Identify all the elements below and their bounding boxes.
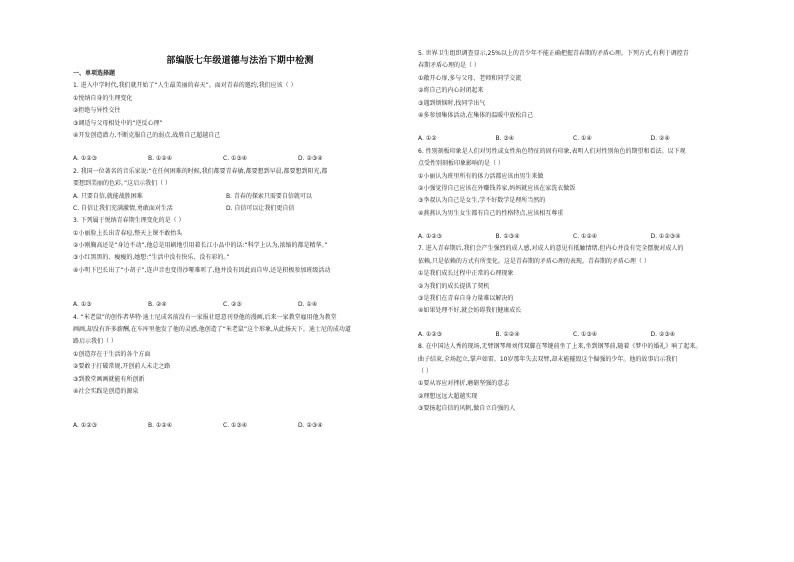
statement-item: ②将自己的内心封闭起来 bbox=[418, 87, 484, 95]
question-stem: 2. 我国一位著名的音乐家说:“在任何困难的时候,我们都要青春敏,都要想到早晨,都要想到阳光,都 bbox=[73, 167, 328, 175]
option-c[interactable]: C. ①③④ bbox=[223, 422, 248, 430]
option-a[interactable]: A. ①②③ bbox=[418, 233, 442, 241]
option-d[interactable]: D. ②④ bbox=[650, 135, 670, 143]
answer-options bbox=[73, 205, 373, 213]
answer-options bbox=[73, 301, 373, 309]
statement-item: ③到教堂画画就能有所创新 bbox=[73, 375, 145, 383]
statement-item: ②理想远远大超越实现 bbox=[418, 392, 478, 400]
question-4 bbox=[73, 314, 373, 431]
statement-item: ③遇到烦恼时,找同学出气 bbox=[418, 99, 486, 107]
option-d[interactable]: D. 自信可以让我们更自信 bbox=[225, 204, 295, 212]
answer-options bbox=[73, 422, 373, 430]
question-stem: 1. 进入中学时代,我们就开始了“人生最美丽的春天”。面对青春的邀约,我们应该（ ） bbox=[73, 82, 297, 90]
question-stem: 4. “米老鼠”的创作者华特·迪士尼成名前没有一家报社愿意刊登他的漫画,后来一家教堂雇用他为教堂 bbox=[73, 313, 337, 321]
answer-options bbox=[73, 193, 373, 201]
statement-item: ③调适与父母相处中的“逆反心理” bbox=[73, 119, 163, 127]
statement-item: ①要从容应对挫折,磨砺坚强的意志 bbox=[418, 380, 510, 388]
option-b[interactable]: B. ①③④ bbox=[495, 233, 520, 241]
question-stem-cont: 要想到美丽的色彩。”这启示我们（ ） bbox=[73, 180, 172, 188]
statement-item: ④小明下巴长出了“小胡子”,连声音也变得沙哑难听了,他并没有因此而自卑,还是积极参加班级活动 bbox=[73, 266, 331, 274]
question-stem-cont: 曲子结束,全场起立,掌声如雷。10岁那年失去双臂,却未能摧毁这个倔强的少年。他的故事启示我们 bbox=[418, 355, 678, 363]
left-column bbox=[73, 70, 373, 435]
statement-item: ③小红黑黑的、瘦瘦的,她想:“生活中没有快乐、没有彩的。” bbox=[73, 254, 230, 262]
question-stem: 5. 世界卫生组织调查显示,25%以上的青少年不能正确把握青春期的矛盾心理。下列方式,有利于调控青 bbox=[418, 50, 689, 57]
option-c[interactable]: C. ①③④ bbox=[223, 155, 248, 163]
answer-options bbox=[418, 135, 728, 143]
statement-item: ③李叔认为自己是女生,学不好数学是理所当然的 bbox=[418, 197, 546, 205]
statement-item: ④社会实践是创造的源泉 bbox=[73, 387, 139, 395]
option-b[interactable]: B. ②④ bbox=[148, 301, 167, 309]
option-c[interactable]: C. 自信让我们充满激情,勇敢面对生活 bbox=[73, 204, 173, 212]
option-b[interactable]: B. ①②④ bbox=[495, 330, 520, 338]
question-stem-cont: 路启示我们（ ） bbox=[73, 338, 117, 346]
statement-item: ④开发创造潜力,不断克服自己的弱点,战胜自己超越自己 bbox=[73, 131, 221, 139]
option-a[interactable]: A. ①②③ bbox=[418, 330, 442, 338]
option-d[interactable]: D. ②③④ bbox=[298, 155, 323, 163]
statement-item: ①悦纳自身的生理变化 bbox=[73, 94, 133, 102]
statement-item: ③是我们在青春自身力量难以解决的 bbox=[418, 295, 514, 303]
question-1 bbox=[73, 82, 373, 163]
statement-item: ②小强觉得自己应该在外赚钱养家,妈妈就应该在家洗衣做饭 bbox=[418, 184, 576, 192]
answer-options bbox=[418, 233, 728, 241]
option-a[interactable]: A. ①②③ bbox=[73, 155, 97, 163]
option-b[interactable]: B. ③④ bbox=[495, 135, 515, 143]
section-heading: 一、单项选择题 bbox=[73, 70, 116, 77]
option-a[interactable]: A. ①③ bbox=[73, 301, 92, 309]
question-stem: 3. 下列属于悦纳青春期生理变化的是（ ） bbox=[73, 217, 185, 225]
statement-item: ②为我们的成长提供了契机 bbox=[418, 282, 490, 290]
question-stem-cont: 春期矛盾心理的是（ ） bbox=[418, 62, 480, 70]
option-b[interactable]: B. ①②④ bbox=[148, 422, 173, 430]
question-stem-cont: 画画,却没有许多薪酬,在车库里他发了他的灵感,他创造了“米老鼠”这个形象,从此扬天下。迪士尼的成功道 bbox=[73, 326, 351, 334]
question-6 bbox=[418, 148, 728, 241]
option-d[interactable]: D. ①④ bbox=[298, 301, 318, 309]
statement-item: ④燕燕认为男生女生都有自己的性格特点,应该相互尊重 bbox=[418, 209, 564, 217]
option-c[interactable]: C. ②③ bbox=[223, 301, 242, 309]
option-d[interactable]: D. ②③④ bbox=[298, 422, 323, 430]
option-b[interactable]: B. 青春的探索只需要自信就可以 bbox=[225, 192, 312, 200]
question-2 bbox=[73, 168, 373, 213]
option-c[interactable]: C. ①②④ bbox=[573, 233, 598, 241]
statement-item: ①创造存在于生活的各个方面 bbox=[73, 350, 151, 358]
option-c[interactable]: C. ①③④ bbox=[573, 330, 598, 338]
page-title: 部编版七年级道德与法治下期中检测 bbox=[166, 56, 314, 66]
statement-item: ①小丽认为班里所有的体力活都应该由男生来做 bbox=[418, 172, 544, 180]
option-c[interactable]: C. ①④ bbox=[573, 135, 592, 143]
question-3 bbox=[73, 217, 373, 309]
statement-item: ①小丽脸上长出青春痘,整天上课不敢抬头 bbox=[73, 229, 183, 237]
option-a[interactable]: A. 只要自信,就能战胜困难 bbox=[73, 192, 143, 200]
question-stem-cont: 点受性别刻板印象影响的是（ ） bbox=[418, 160, 504, 168]
question-stem: 8. 在中国达人秀的现场,无臂钢琴师刘伟双脚在琴键前坐了上来,坐到钢琴前,随着《梦中的婚礼》响了起来。 bbox=[418, 343, 702, 351]
answer-options bbox=[418, 331, 728, 339]
statement-item: ①是我们成长过程中正常的心理现象 bbox=[418, 270, 514, 278]
answer-options bbox=[73, 155, 373, 163]
statement-item: ②小刚胸高还是“身边不动”,他总是用刷地引用着长江小品中的话:“科学上认为,浓缩的都是精华。” bbox=[73, 242, 328, 250]
statement-item: ②要敢于打破常规,开创前人未走之路 bbox=[73, 363, 171, 371]
question-stem: 7. 进入青春期后,我们会产生强烈的成人感,对成人的意见有抵触情绪,但内心并没有完全摆脱对成人的 bbox=[418, 245, 684, 253]
option-a[interactable]: A. ①② bbox=[418, 135, 437, 143]
statement-item: ④多参加集体活动,在集体的温暖中放松自己 bbox=[418, 111, 534, 119]
question-5 bbox=[418, 50, 728, 143]
option-a[interactable]: A. ①②③ bbox=[73, 422, 97, 430]
option-d[interactable]: D. ②③④ bbox=[650, 330, 676, 338]
right-column bbox=[418, 50, 728, 418]
option-d[interactable]: D. ①②③④ bbox=[650, 233, 681, 241]
question-stem-cont: （ ） bbox=[418, 367, 432, 375]
statement-item: ②拒绝与异性交往 bbox=[73, 107, 121, 115]
question-stem-cont: 依赖,只是依赖的方式有所变化。这是青春期的矛盾心理的表现。青春期的矛盾心理（ ） bbox=[418, 257, 650, 265]
question-8 bbox=[418, 343, 728, 413]
statement-item: ③要扬起自信的风帆,做自立自强的人 bbox=[418, 405, 516, 413]
statement-item: ④如果处理不好,就会妨碍我们健康成长 bbox=[418, 307, 522, 315]
option-b[interactable]: B. ①②④ bbox=[148, 155, 173, 163]
question-stem: 6. 性别刻板印象是人们对男性或女性角色特征的固有印象,表明人们对性别角色的期望和看法。以下观 bbox=[418, 147, 686, 155]
question-7 bbox=[418, 245, 728, 338]
statement-item: ①敞开心扉,多与父母、老师和同学交流 bbox=[418, 74, 522, 82]
